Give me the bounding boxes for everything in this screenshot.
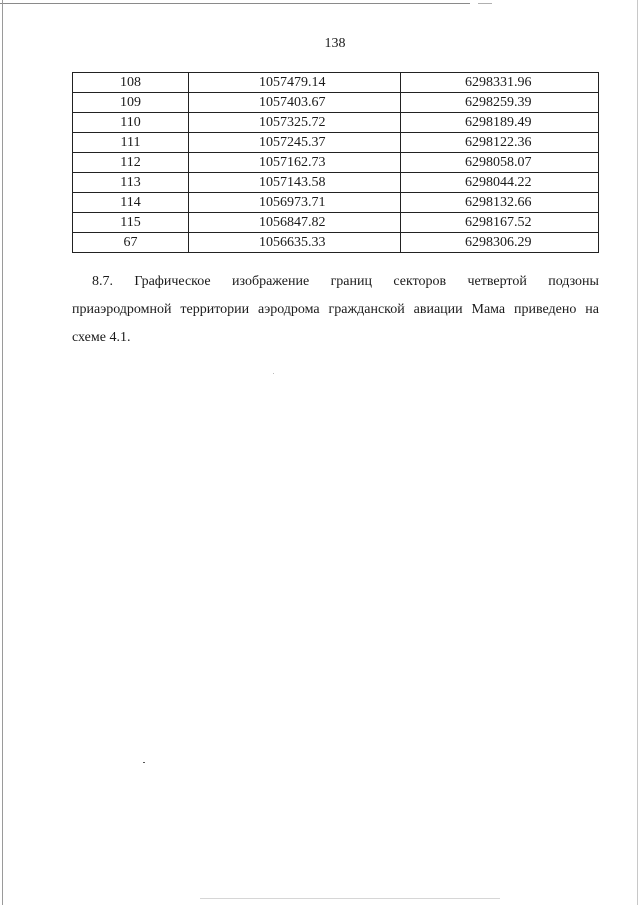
page-number: 138 [324,36,346,51]
point-number-cell: 112 [73,153,189,173]
y-coordinate-cell: 6298259.39 [401,93,599,113]
x-coordinate-cell: 1057162.73 [189,153,401,173]
coordinates-table-body [73,73,599,253]
paragraph-word: 8.7. [92,274,113,289]
paragraph-word: подзоны [548,274,599,289]
paragraph-word: границ [330,274,372,289]
y-coordinate-cell: 6298189.49 [401,113,599,133]
point-number-cell: 115 [73,213,189,233]
y-coordinate-cell: 6298058.07 [401,153,599,173]
x-coordinate-cell: 1056847.82 [189,213,401,233]
point-number-cell: 110 [73,113,189,133]
x-coordinate-cell: 1056635.33 [189,233,401,253]
paragraph-line-1 [92,268,599,296]
x-coordinate-cell: 1057143.58 [189,173,401,193]
y-coordinate-cell: 6298122.36 [401,133,599,153]
scan-speck [143,762,145,763]
point-number-cell: 108 [73,73,189,93]
scan-edge-left [2,0,3,905]
paragraph-word: авиации [413,302,463,317]
table-row [73,93,599,113]
paragraph-8-7 [72,268,599,352]
table-row [73,73,599,93]
scan-edge-bottom [200,898,500,899]
scan-edge-right [637,0,638,905]
point-number-cell: 67 [73,233,189,253]
y-coordinate-cell: 6298306.29 [401,233,599,253]
paragraph-word: аэродрома [257,302,320,317]
point-number-cell: 109 [73,93,189,113]
paragraph-word: секторов [393,274,447,289]
x-coordinate-cell: 1056973.71 [189,193,401,213]
x-coordinate-cell: 1057403.67 [189,93,401,113]
point-number-cell: 113 [73,173,189,193]
paragraph-word: четвертой [467,274,527,289]
table-row [73,173,599,193]
paragraph-word: приаэродромной [72,302,172,317]
paragraph-word: Мама [471,302,506,317]
y-coordinate-cell: 6298132.66 [401,193,599,213]
table-row [73,213,599,233]
paragraph-word: гражданской [328,302,405,317]
paragraph-word: территории [180,302,250,317]
paragraph-word: на [585,302,599,317]
x-coordinate-cell: 1057325.72 [189,113,401,133]
paragraph-word: приведено [514,302,577,317]
table-row [73,153,599,173]
y-coordinate-cell: 6298331.96 [401,73,599,93]
paragraph-word: Графическое [134,274,211,289]
coordinates-table [72,72,599,253]
paragraph-word: изображение [232,274,310,289]
point-number-cell: 111 [73,133,189,153]
y-coordinate-cell: 6298167.52 [401,213,599,233]
table-row [73,233,599,253]
scan-edge-top [0,3,470,4]
scan-edge-top-mark [478,3,492,4]
scan-speck [273,373,274,374]
table-row [73,193,599,213]
table-row [73,133,599,153]
x-coordinate-cell: 1057479.14 [189,73,401,93]
x-coordinate-cell: 1057245.37 [189,133,401,153]
paragraph-line-2 [72,296,599,324]
table-row [73,113,599,133]
y-coordinate-cell: 6298044.22 [401,173,599,193]
paragraph-line-3: схеме 4.1. [72,330,131,345]
point-number-cell: 114 [73,193,189,213]
